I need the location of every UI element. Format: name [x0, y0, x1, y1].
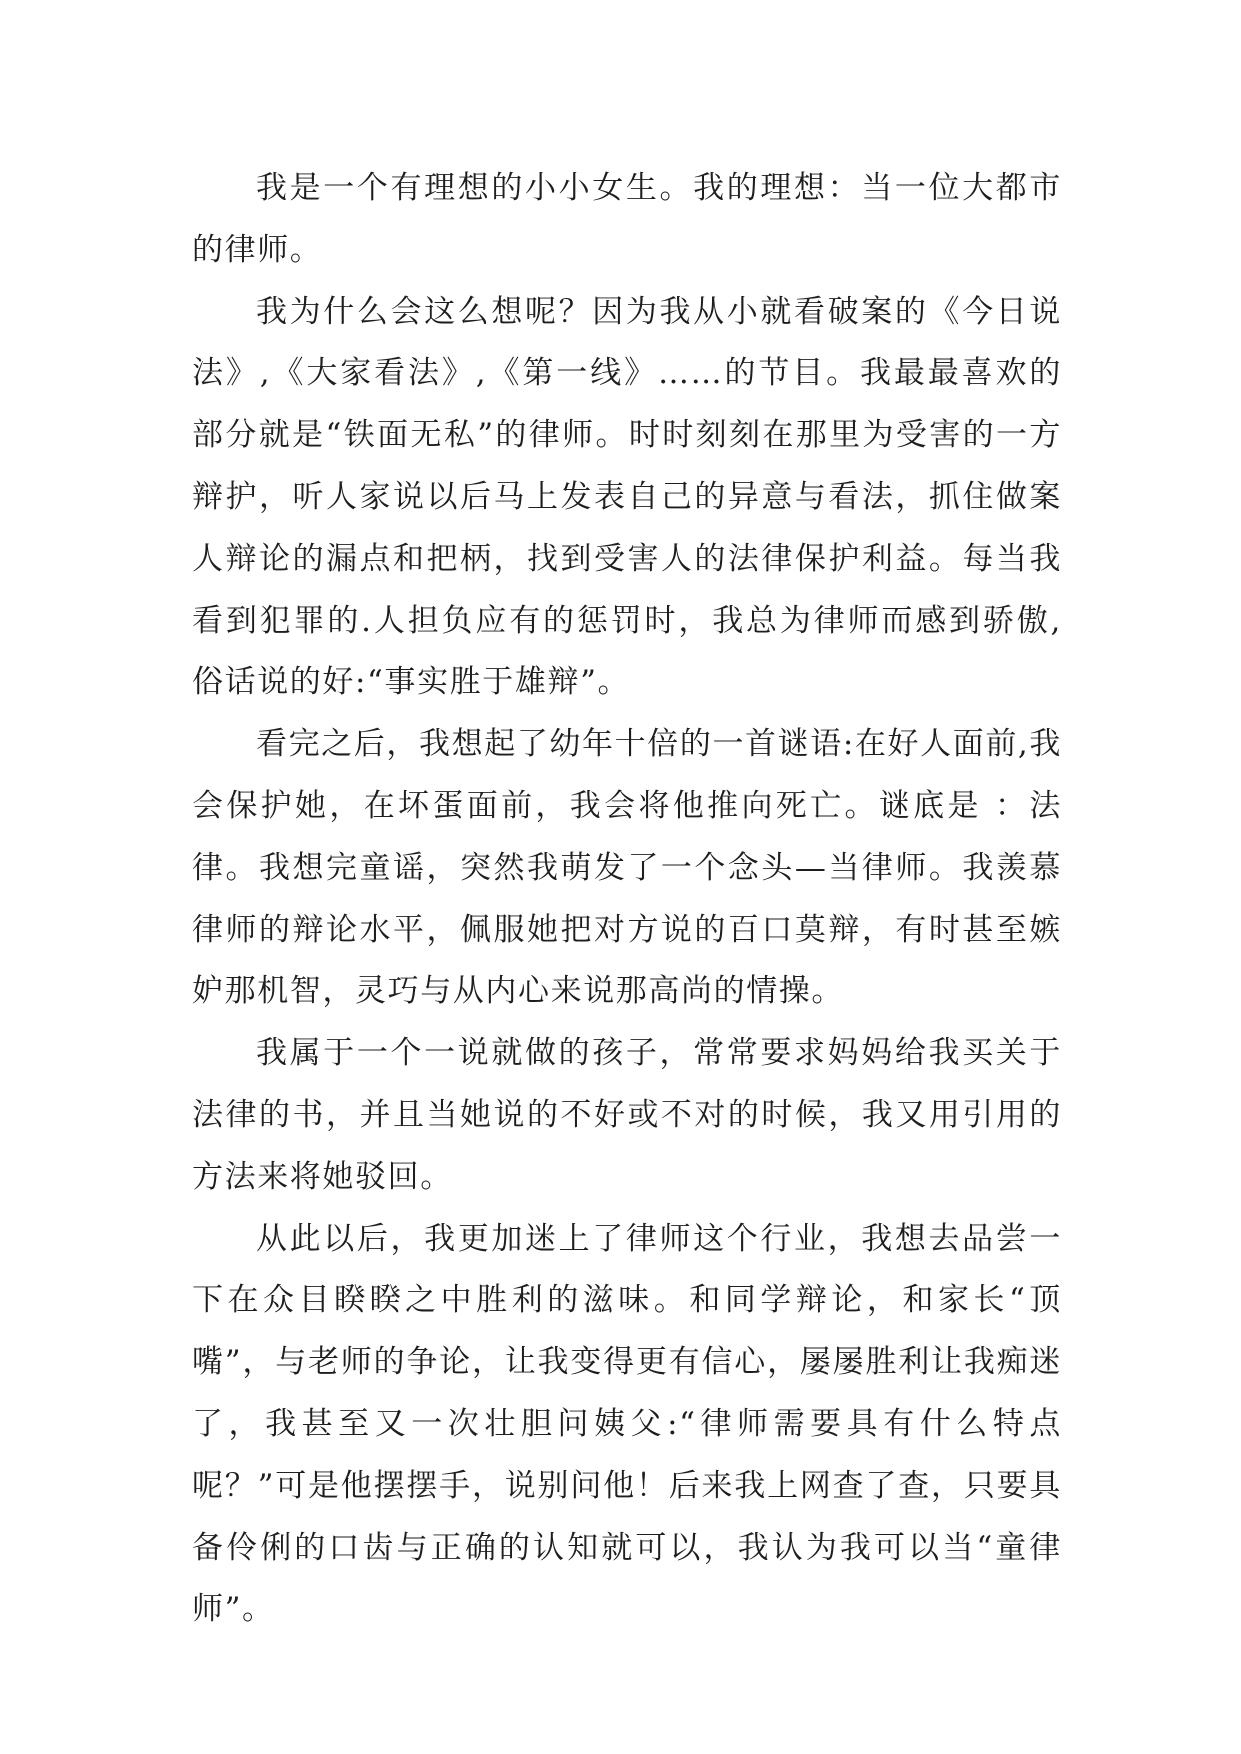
paragraph-3: 看完之后，我想起了幼年十倍的一首谜语:在好人面前,我会保护她，在坏蛋面前，我会将他推向死亡。谜底是 ：法律。我想完童谣，突然我萌发了一个念头—当律师。我羡慕律师的辩论水平，佩服她把对方说的百口莫辩，有时甚至嫉妒那机智，灵巧与从内心来说那高尚的情操。: [192, 726, 1062, 1010]
paragraph-4: 我属于一个一说就做的孩子，常常要求妈妈给我买关于法律的书，并且当她说的不好或不对的时候，我又用引用的方法来将她驳回。: [192, 1035, 1062, 1195]
paragraph-1: 我是一个有理想的小小女生。我的理想：当一位大都市的律师。: [192, 170, 1062, 268]
document-body: [192, 158, 1062, 1641]
paragraph-5: 从此以后，我更加迷上了律师这个行业，我想去品尝一下在众目睽睽之中胜利的滋味。和同学辩论，和家长“顶嘴”，与老师的争论，让我变得更有信心，屡屡胜利让我痴迷了，我甚至又一次壮胆问姨父:“律师需要具有什么特点呢？”可是他摆摆手，说别问他！后来我上网查了查，只要具备伶俐的口齿与正确的认知就可以，我认为我可以当“童律师”。: [192, 1220, 1062, 1628]
paragraph-2: 我为什么会这么想呢？因为我从小就看破案的《今日说法》,《大家看法》,《第一线》……的节目。我最最喜欢的部分就是“铁面无私”的律师。时时刻刻在那里为受害的一方辩护，听人家说以后马上发表自己的异意与看法，抓住做案人辩论的漏点和把柄，找到受害人的法律保护利益。每当我看到犯罪的.人担负应有的惩罚时，我总为律师而感到骄傲,俗话说的好:“事实胜于雄辩”。: [192, 293, 1062, 701]
